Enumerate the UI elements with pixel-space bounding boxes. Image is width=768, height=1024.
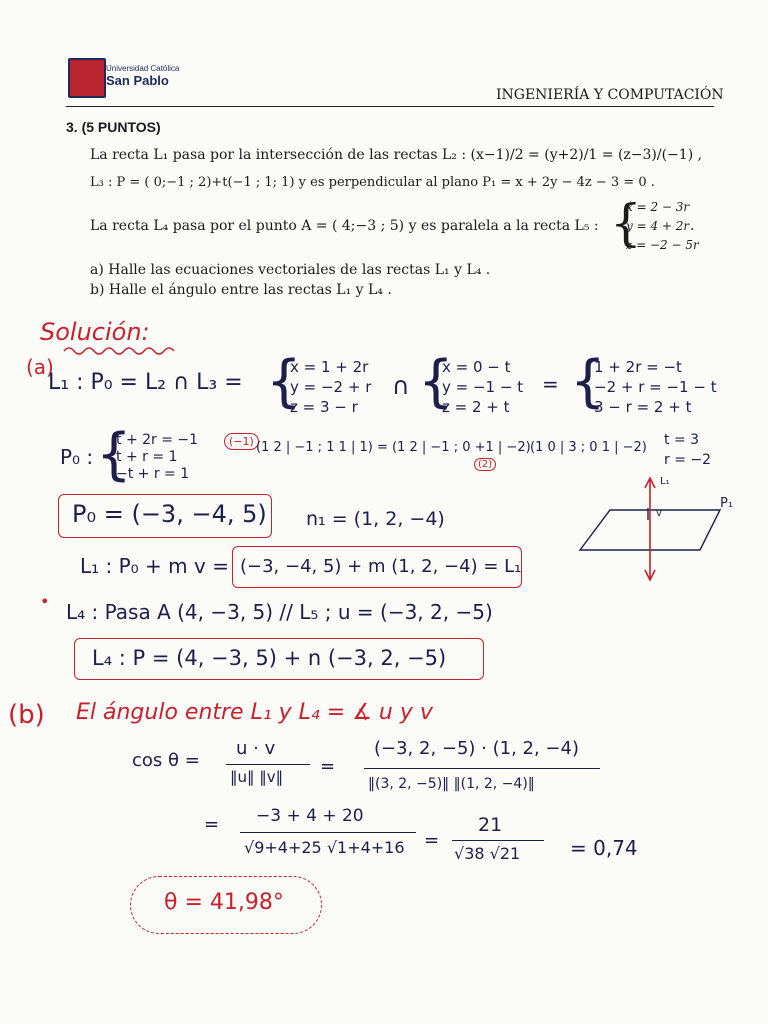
part-b-label: (b) <box>8 700 45 730</box>
heading-underline <box>64 344 174 358</box>
department-title: INGENIERÍA Y COMPUTACIÓN <box>496 87 724 103</box>
p0-result: P₀ = (−3, −4, 5) <box>72 500 267 528</box>
fraction2-denominator: √9+4+25 √1+4+16 <box>244 838 405 857</box>
l1-vector: (−3, −4, 5) + m (1, 2, −4) = L₁ <box>240 556 522 577</box>
sys2-brace: { <box>418 349 454 414</box>
angle-text: El ángulo entre L₁ y L₄ = ∡ u y v <box>76 700 433 725</box>
sys3-brace: { <box>570 349 606 414</box>
cos-lhs: cos θ = <box>132 750 200 771</box>
l5-system: x = 2 − 3r y = 4 + 2r z = −2 − 5r <box>626 200 699 252</box>
cos-numerator: u · v <box>236 738 276 759</box>
row-op-times2: (2) <box>474 458 496 471</box>
l4-pass: L₄ : Pasa A (4, −3, 5) // L₅ ; u = (−3, 2, −5) <box>66 600 493 624</box>
solution-heading: Solución: <box>40 318 150 346</box>
cos-denominator: ‖u‖ ‖v‖ <box>230 768 284 786</box>
question-para1-line1: La recta L₁ pasa por la intersección de las rectas L₂ : (x−1)/2 = (y+2)/1 = (z−3)/(−1) , <box>90 147 703 163</box>
plane-label: P₁ <box>720 496 734 511</box>
l1-tag: L₁ <box>660 476 670 487</box>
sys1-brace: { <box>266 349 302 414</box>
item-b: b) Halle el ángulo entre las rectas L₁ y L₄ . <box>90 282 392 298</box>
row-op-minus1: (−1) <box>224 433 259 450</box>
system-4: t + 2r = −1 t + r = 1 −t + r = 1 <box>116 432 199 482</box>
normal-vector: n₁ = (1, 2, −4) <box>306 508 445 530</box>
plane-sketch <box>570 470 760 590</box>
university-name-line2: San Pablo <box>106 73 169 88</box>
cos-rhs-denominator: ‖(3, 2, −5)‖ ‖(1, 2, −4)‖ <box>368 776 535 792</box>
system-1: x = 1 + 2r y = −2 + r z = 3 − r <box>290 358 372 416</box>
system-3: 1 + 2r = −t −2 + r = −1 − t 3 − r = 2 + t <box>594 358 717 416</box>
t-value: t = 3 <box>664 432 700 448</box>
university-name-line1: Universidad Católica <box>106 64 180 73</box>
fraction3-numerator: 21 <box>478 814 503 836</box>
sys4-brace: { <box>96 422 132 487</box>
cos-equals: = <box>320 756 336 777</box>
header-rule <box>66 106 714 107</box>
intersection-symbol: ∩ <box>392 372 410 400</box>
cos-rhs-bar <box>364 768 600 769</box>
fraction2-numerator: −3 + 4 + 20 <box>256 806 364 826</box>
l5-brace: { <box>610 194 642 252</box>
cos-value: = 0,74 <box>570 836 638 860</box>
system-2: x = 0 − t y = −1 − t z = 2 + t <box>442 358 524 416</box>
p0-label: P₀ : <box>60 445 94 469</box>
r-value: r = −2 <box>664 452 712 468</box>
fraction3-bar <box>452 840 544 841</box>
fraction3-denominator: √38 √21 <box>454 844 521 863</box>
matrix-step: (1 2 | −1 ; 1 1 | 1) = (1 2 | −1 ; 0 +1 | −2) <box>256 440 531 455</box>
l4-vector: L₄ : P = (4, −3, 5) + n (−3, 2, −5) <box>92 646 447 670</box>
question-para2: La recta L₄ pasa por el punto A = ( 4;−3 ; 5) y es paralela a la recta L₅ : <box>90 218 599 234</box>
cos-rhs-numerator: (−3, 2, −5) · (1, 2, −4) <box>374 738 579 759</box>
question-para1-line2: L₃ : P = ( 0;−1 ; 2)+t(−1 ; 1; 1) y es perpendicular al plano P₁ = x + 2y − 4z − 3 = 0 . <box>90 175 655 190</box>
equals-3: = <box>424 830 440 851</box>
item-a: a) Halle las ecuaciones vectoriales de las rectas L₁ y L₄ . <box>90 262 491 278</box>
theta-result: θ = 41,98° <box>164 890 284 915</box>
l1-definition: L₁ : P₀ = L₂ ∩ L₃ = <box>48 370 243 395</box>
cos-fraction-bar <box>226 764 310 765</box>
matrix-final: (1 0 | 3 ; 0 1 | −2) <box>530 440 647 455</box>
university-logo <box>68 58 106 98</box>
part-a-label: (a) <box>26 355 54 379</box>
l1-vector-lead: L₁ : P₀ + m v = <box>80 554 229 578</box>
question-title: 3. (5 PUNTOS) <box>66 119 161 135</box>
equals-1: = <box>542 372 559 396</box>
bullet-2: • <box>40 592 50 611</box>
equals-2: = <box>204 814 220 835</box>
v-tag: v <box>656 508 662 519</box>
l5-period: . <box>690 218 695 234</box>
fraction2-bar <box>240 832 416 833</box>
